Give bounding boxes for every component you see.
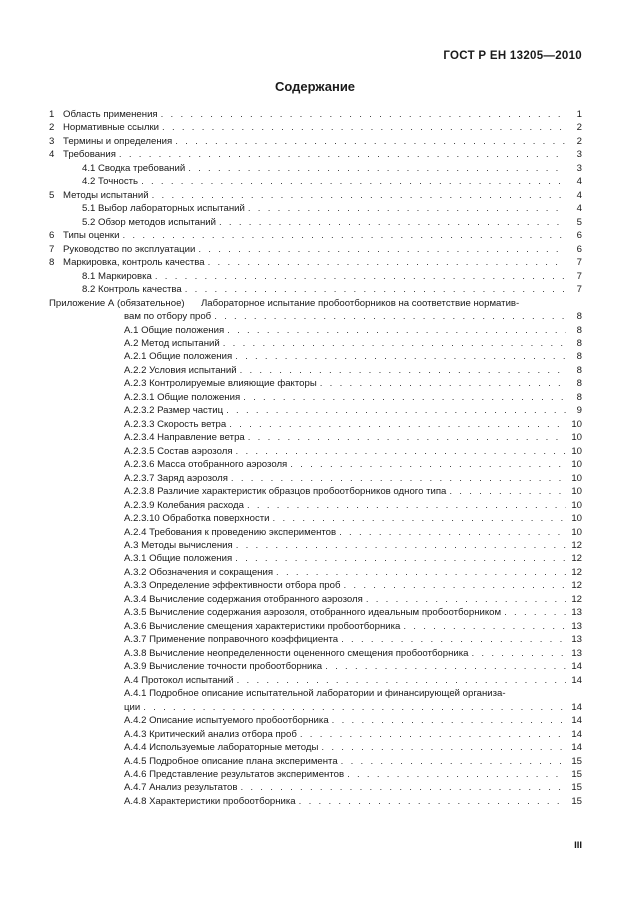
- page-title: Содержание: [274, 79, 356, 94]
- dot-leader: [143, 701, 566, 714]
- toc-entry-page: 12: [571, 580, 582, 592]
- standard-code: ГОСТ Р ЕН 13205—2010: [443, 50, 582, 62]
- toc-entry[interactable]: [0, 472, 630, 485]
- dot-leader: [226, 404, 566, 417]
- toc-entry-label: А.2.3.7 Заряд аэрозоля: [124, 472, 228, 484]
- toc-entry-row: [63, 148, 582, 161]
- toc-entry-label: А.3.9 Вычисление точности пробоотборника: [124, 661, 323, 673]
- toc-entry-row: [124, 404, 582, 417]
- toc-entry-page: 7: [576, 284, 582, 296]
- toc-entry-label: А.1 Общие положения: [124, 324, 225, 336]
- toc-entry-row: [63, 256, 582, 269]
- toc-entry-label: Требования: [63, 149, 116, 161]
- toc-entry-label: А.4.2 Описание испытуемого пробоотборника: [124, 715, 329, 727]
- toc-entry[interactable]: [0, 552, 630, 565]
- toc-entry[interactable]: [0, 606, 630, 619]
- toc-entry-row: [82, 175, 582, 188]
- toc-entry-page: 8: [576, 324, 582, 336]
- toc-entry-label: А.4.6 Представление результатов экспериментов: [124, 768, 345, 780]
- dot-leader: [161, 108, 566, 121]
- toc-entry-row: [124, 579, 582, 592]
- toc-entry[interactable]: [0, 377, 630, 390]
- dot-leader: [223, 337, 566, 350]
- dot-leader: [347, 768, 566, 781]
- toc-entry-page: 4: [576, 176, 582, 188]
- toc-entry-label: А.2.2 Условия испытаний: [124, 364, 237, 376]
- toc-entry-label: А.4.1 Подробное описание испытательной лаборатории и финансирующей организа-: [124, 688, 506, 700]
- toc-entry-label: А.4.7 Анализ результатов: [124, 782, 238, 794]
- toc-entry-label: ции: [124, 701, 141, 713]
- appendix-prefix: Приложение А (обязательное): [49, 297, 185, 309]
- toc-entry[interactable]: [0, 135, 630, 148]
- toc-entry[interactable]: [0, 485, 630, 498]
- toc-entry[interactable]: [0, 324, 630, 337]
- dot-leader: [248, 202, 566, 215]
- appendix-heading[interactable]: [0, 297, 630, 310]
- dot-leader: [119, 148, 566, 161]
- toc-entry-page: 10: [571, 486, 582, 498]
- dot-leader: [320, 377, 566, 390]
- dot-leader: [366, 593, 566, 606]
- toc-entry[interactable]: [0, 404, 630, 417]
- toc-entry[interactable]: [0, 499, 630, 512]
- toc-entry-page: 12: [571, 553, 582, 565]
- toc-entry-page: 8: [576, 351, 582, 363]
- toc-entry-label: А.2.3.9 Колебания расхода: [124, 499, 244, 511]
- page-number: III: [574, 840, 582, 851]
- toc-entry-label: 5.1 Выбор лабораторных испытаний: [82, 203, 245, 215]
- toc-entry-row: [124, 741, 582, 754]
- toc-entry-number: 1: [49, 109, 55, 120]
- toc-entry[interactable]: [0, 755, 630, 768]
- toc-entry-page: 2: [576, 122, 582, 134]
- toc-entry[interactable]: [0, 660, 630, 673]
- toc-entry-page: 15: [571, 782, 582, 794]
- toc-entry-page: 9: [576, 405, 582, 417]
- toc-entry-page: 14: [571, 674, 582, 686]
- toc-entry-label: А.2.3.4 Направление ветра: [124, 432, 245, 444]
- toc-entry-page: 7: [576, 270, 582, 282]
- toc-entry[interactable]: [0, 728, 630, 741]
- toc-entry-label: А.2.3 Контролируемые влияющие факторы: [124, 378, 317, 390]
- toc-entry[interactable]: [0, 350, 630, 363]
- dot-leader: [152, 189, 566, 202]
- toc-entry-number: 4: [49, 149, 55, 161]
- dot-leader: [236, 445, 566, 458]
- toc-entry-label: А.2 Метод испытаний: [124, 337, 220, 349]
- toc-entry-label: А.4.4 Используемые лабораторные методы: [124, 742, 319, 754]
- toc-entry-label: Нормативные ссылки: [63, 122, 160, 134]
- toc-entry-label: А.3.3 Определение эффективности отбора проб: [124, 580, 341, 592]
- toc-entry-row: [63, 135, 582, 148]
- toc-entry-row: [63, 189, 582, 202]
- toc-entry[interactable]: [0, 148, 630, 161]
- toc-entry-page: 13: [571, 607, 582, 619]
- toc-entry-row: [124, 337, 582, 350]
- toc-entry-row: [63, 108, 582, 121]
- dot-leader: [343, 579, 566, 592]
- toc-entry-page: 12: [571, 540, 582, 551]
- toc-entry-page: 12: [571, 593, 582, 605]
- toc-entry-page: 6: [576, 243, 582, 255]
- toc-entry-page: 8: [576, 364, 582, 376]
- toc-entry-page: 13: [571, 647, 582, 659]
- toc-entry[interactable]: [0, 256, 630, 269]
- toc-entry[interactable]: [0, 189, 630, 202]
- toc-entry[interactable]: [0, 687, 630, 700]
- toc-entry-page: 15: [571, 755, 582, 767]
- toc-entry-row: [124, 445, 582, 458]
- toc-entry-row: [124, 472, 582, 485]
- toc-entry-label: Маркировка, контроль качества: [63, 257, 205, 269]
- toc-entry-label: А.2.3.8 Различие характеристик образцов пробоотборников одного типа: [124, 486, 447, 498]
- toc-entry-row: [124, 566, 582, 579]
- toc-entry-number: 6: [49, 230, 55, 242]
- toc-entry-row: [124, 431, 582, 444]
- toc-entry-label: А.4.3 Критический анализ отбора проб: [124, 728, 297, 740]
- toc-entry-page: 14: [571, 715, 582, 727]
- toc-entry-number: 5: [49, 189, 55, 201]
- toc-entry-row: [124, 768, 582, 781]
- toc-entry-page: 14: [571, 742, 582, 754]
- appendix-heading-continued[interactable]: [0, 310, 630, 323]
- dot-leader: [325, 660, 566, 673]
- dot-leader: [290, 458, 566, 471]
- toc-entry-page: 12: [571, 566, 582, 578]
- toc-entry[interactable]: [0, 162, 630, 175]
- toc-entry-label: А.3.5 Вычисление содержания аэрозоля, отобранного идеальным пробоотборником: [124, 607, 502, 619]
- toc-entry-label: А.3.2 Обозначения и сокращения: [124, 566, 274, 578]
- toc-entry-row: [124, 526, 582, 539]
- toc-entry-page: 5: [576, 216, 582, 228]
- toc-entry-page: 3: [576, 149, 582, 161]
- dot-leader: [243, 391, 566, 404]
- toc-entry-label: 4.2 Точность: [82, 176, 139, 188]
- toc-entry-row: [124, 458, 582, 471]
- toc-entry-page: 10: [571, 472, 582, 484]
- toc-entry-row: [124, 714, 582, 727]
- toc-entry-page: 10: [571, 499, 582, 511]
- dot-leader: [472, 647, 567, 660]
- dot-leader: [122, 229, 566, 242]
- table-of-contents: [0, 108, 630, 808]
- toc-entry-label: А.2.3.1 Общие положения: [124, 391, 241, 403]
- toc-entry-page: 8: [576, 337, 582, 349]
- toc-entry-page: 15: [571, 795, 582, 807]
- toc-entry-label: Руководство по эксплуатации: [63, 243, 196, 255]
- dot-leader: [231, 472, 566, 485]
- toc-entry-label: А.3.7 Применение поправочного коэффициента: [124, 634, 339, 646]
- toc-entry-label: А.2.1 Общие положения: [124, 351, 233, 363]
- toc-entry-label: А.2.3.3 Скорость ветра: [124, 418, 227, 430]
- toc-entry-number: 7: [49, 243, 55, 255]
- toc-entry-continued[interactable]: [0, 701, 630, 714]
- toc-entry-row: [82, 270, 582, 283]
- toc-entry-label: А.4 Протокол испытаний: [124, 674, 234, 686]
- toc-entry-label: 8.2 Контроль качества: [82, 284, 182, 296]
- toc-entry-page: 4: [576, 203, 582, 215]
- toc-entry-row: [124, 620, 582, 633]
- toc-entry[interactable]: [0, 229, 630, 242]
- toc-entry-row: [124, 755, 582, 768]
- toc-entry-label: А.2.4 Требования к проведению экспериментов: [124, 526, 337, 538]
- toc-entry[interactable]: [0, 243, 630, 256]
- toc-entry[interactable]: [0, 175, 630, 188]
- toc-entry-row: [124, 701, 582, 714]
- toc-entry-row: [124, 606, 582, 619]
- dot-leader: [504, 606, 566, 619]
- toc-entry-row: [124, 781, 582, 794]
- toc-entry[interactable]: [0, 579, 630, 592]
- dot-leader: [403, 620, 566, 633]
- toc-entry[interactable]: [0, 620, 630, 633]
- dot-leader: [175, 135, 566, 148]
- toc-entry[interactable]: [0, 593, 630, 606]
- toc-entry-page: 13: [571, 620, 582, 632]
- dot-leader: [247, 499, 566, 512]
- toc-entry-row: [63, 121, 582, 134]
- dot-leader: [188, 162, 566, 175]
- dot-leader: [235, 350, 566, 363]
- toc-entry-label: А.3.6 Вычисление смещения характеристики пробоотборника: [124, 620, 401, 632]
- toc-entry-page: 8: [576, 391, 582, 403]
- dot-leader: [299, 795, 566, 808]
- toc-entry[interactable]: [0, 566, 630, 579]
- toc-entry-label: А.3.8 Вычисление неопределенности оцененного смещения пробоотборника: [124, 647, 469, 659]
- dot-leader: [237, 674, 566, 687]
- toc-entry-page: 3: [576, 162, 582, 174]
- toc-entry[interactable]: [0, 458, 630, 471]
- toc-entry-page: 10: [571, 459, 582, 471]
- toc-entry-page: 4: [576, 189, 582, 201]
- toc-entry[interactable]: [0, 539, 630, 552]
- toc-entry-row: [124, 674, 582, 687]
- toc-entry[interactable]: [0, 512, 630, 525]
- toc-entry[interactable]: [0, 633, 630, 646]
- toc-entry-label: А.2.3.6 Масса отобранного аэрозоля: [124, 459, 288, 471]
- toc-entry[interactable]: [0, 337, 630, 350]
- toc-entry-row: [124, 377, 582, 390]
- toc-entry-label: 5.2 Обзор методов испытаний: [82, 216, 216, 228]
- toc-entry[interactable]: [0, 270, 630, 283]
- toc-entry-label: Типы оценки: [63, 230, 120, 242]
- toc-entry[interactable]: [0, 202, 630, 215]
- toc-entry[interactable]: [0, 526, 630, 539]
- toc-entry-row: [124, 324, 582, 337]
- toc-entry-page: 10: [571, 445, 582, 457]
- dot-leader: [449, 485, 566, 498]
- toc-entry-page: 6: [576, 230, 582, 242]
- toc-entry-page: 10: [571, 526, 582, 538]
- dot-leader: [248, 431, 566, 444]
- dot-leader: [141, 175, 566, 188]
- toc-entry-number: 8: [49, 257, 55, 269]
- dot-leader: [229, 418, 566, 431]
- toc-entry-label: Термины и определения: [63, 135, 173, 147]
- toc-entry-row: [124, 795, 582, 808]
- toc-entry[interactable]: [0, 445, 630, 458]
- toc-entry-page: 13: [571, 634, 582, 646]
- toc-entry-row: [124, 512, 582, 525]
- toc-entry-label: Область применения: [63, 109, 158, 120]
- toc-entry-row: [124, 539, 582, 552]
- dot-leader: [240, 364, 566, 377]
- toc-entry-row: [124, 728, 582, 741]
- toc-entry-row: [124, 418, 582, 431]
- toc-entry-page: 14: [571, 728, 582, 740]
- toc-entry-row: [124, 485, 582, 498]
- toc-entry-page: 14: [571, 701, 582, 713]
- toc-entry[interactable]: [0, 768, 630, 781]
- toc-entry-row: [63, 229, 582, 242]
- toc-entry-page: 14: [571, 661, 582, 673]
- toc-entry-label: А.2.3.10 Обработка поверхности: [124, 513, 270, 525]
- dot-leader: [208, 256, 566, 269]
- toc-entry[interactable]: [0, 781, 630, 794]
- toc-entry[interactable]: [0, 121, 630, 134]
- dot-leader: [227, 324, 566, 337]
- toc-entry[interactable]: [0, 391, 630, 404]
- dot-leader: [240, 781, 566, 794]
- toc-entry[interactable]: [0, 431, 630, 444]
- toc-entry-label: Методы испытаний: [63, 189, 149, 201]
- toc-entry[interactable]: [0, 741, 630, 754]
- dot-leader: [235, 552, 566, 565]
- dot-leader: [219, 216, 566, 229]
- toc-entry-row: [82, 202, 582, 215]
- toc-entry-row: [124, 633, 582, 646]
- toc-entry-label: А.2.3.5 Состав аэрозоля: [124, 445, 233, 457]
- dot-leader: [339, 526, 566, 539]
- toc-entry-row: [124, 660, 582, 673]
- toc-entry-row: [82, 162, 582, 175]
- toc-entry-number: 3: [49, 135, 55, 147]
- toc-entry-page: 7: [576, 257, 582, 269]
- dot-leader: [236, 539, 566, 552]
- dot-leader: [321, 741, 566, 754]
- dot-leader: [214, 310, 566, 323]
- toc-entry[interactable]: [0, 674, 630, 687]
- dot-leader: [273, 512, 566, 525]
- toc-entry-number: 2: [49, 122, 55, 134]
- toc-entry-label: 8.1 Маркировка: [82, 270, 152, 282]
- toc-entry[interactable]: [0, 283, 630, 296]
- toc-entry-page: 1: [576, 109, 582, 120]
- toc-entry-row: [124, 310, 582, 323]
- dot-leader: [198, 243, 566, 256]
- dot-leader: [341, 633, 566, 646]
- toc-entry-page: 15: [571, 768, 582, 780]
- toc-entry-label: А.4.5 Подробное описание плана эксперимента: [124, 755, 338, 767]
- toc-entry-label: вам по отбору проб: [124, 311, 212, 323]
- dot-leader: [185, 283, 566, 296]
- toc-entry[interactable]: [0, 714, 630, 727]
- toc-entry-row: [82, 283, 582, 296]
- dot-leader: [276, 566, 566, 579]
- toc-entry-page: 10: [571, 418, 582, 430]
- toc-entry[interactable]: [0, 418, 630, 431]
- toc-entry-row: [124, 391, 582, 404]
- toc-entry-row: [124, 499, 582, 512]
- toc-entry-row: [124, 350, 582, 363]
- dot-leader: [300, 728, 566, 741]
- toc-entry-row: [124, 364, 582, 377]
- toc-entry[interactable]: [0, 647, 630, 660]
- toc-entry-page: 2: [576, 135, 582, 147]
- toc-entry-label: А.3.4 Вычисление содержания отобранного аэрозоля: [124, 593, 363, 605]
- toc-entry-row: [124, 593, 582, 606]
- toc-entry-label: 4.1 Сводка требований: [82, 162, 186, 174]
- toc-entry-page: 10: [571, 432, 582, 444]
- toc-entry[interactable]: [0, 364, 630, 377]
- toc-entry-row: [124, 552, 582, 565]
- dot-leader: [341, 755, 566, 768]
- toc-entry-label: А.3 Методы вычисления: [124, 540, 233, 551]
- toc-entry-label: А.4.8 Характеристики пробоотборника: [124, 795, 296, 807]
- toc-entry[interactable]: [0, 108, 630, 121]
- dot-leader: [332, 714, 566, 727]
- toc-entry-page: 8: [576, 311, 582, 323]
- appendix-title-line1: Лабораторное испытание пробоотборников на соответствие норматив-: [201, 297, 520, 309]
- toc-entry-row: [124, 647, 582, 660]
- toc-entry[interactable]: [0, 795, 630, 808]
- dot-leader: [162, 121, 566, 134]
- dot-leader: [155, 270, 566, 283]
- toc-entry[interactable]: [0, 216, 630, 229]
- toc-entry-page: 10: [571, 513, 582, 525]
- toc-entry-row: [82, 216, 582, 229]
- toc-entry-page: 8: [576, 378, 582, 390]
- toc-entry-row: [63, 243, 582, 256]
- toc-entry-label: А.2.3.2 Размер частиц: [124, 405, 224, 417]
- toc-entry-label: А.3.1 Общие положения: [124, 553, 233, 565]
